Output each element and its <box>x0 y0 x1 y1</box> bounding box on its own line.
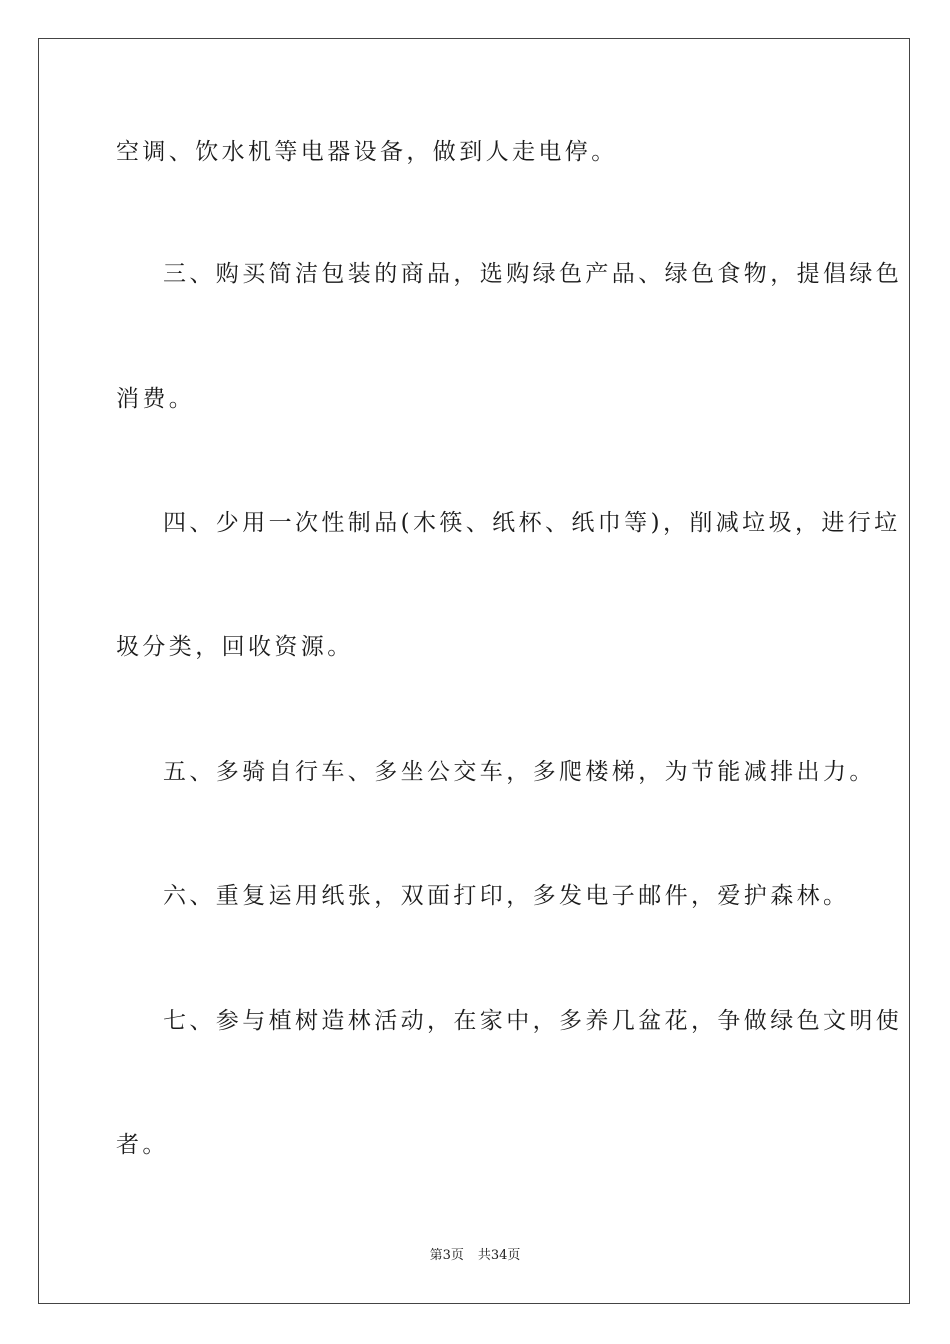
page-number: 第3页 <box>429 1248 464 1263</box>
page-total: 共34页 <box>477 1248 521 1263</box>
page-frame <box>38 38 910 1304</box>
body-line: 六、重复运用纸张，双面打印，多发电子邮件，爱护森林。 <box>163 883 850 909</box>
body-line: 者。 <box>116 1132 169 1158</box>
page-footer <box>0 1247 950 1265</box>
body-line: 四、少用一次性制品(木筷、纸杯、纸巾等)，削减垃圾，进行垃 <box>163 510 901 536</box>
body-line: 圾分类，回收资源。 <box>116 634 354 660</box>
body-line: 三、购买简洁包装的商品，选购绿色产品、绿色食物，提倡绿色 <box>163 261 903 287</box>
body-line: 消费。 <box>116 386 196 412</box>
body-line: 五、多骑自行车、多坐公交车，多爬楼梯，为节能减排出力。 <box>163 759 876 785</box>
body-line: 空调、饮水机等电器设备，做到人走电停。 <box>116 139 618 165</box>
body-line: 七、参与植树造林活动，在家中，多养几盆花，争做绿色文明使 <box>163 1008 903 1034</box>
